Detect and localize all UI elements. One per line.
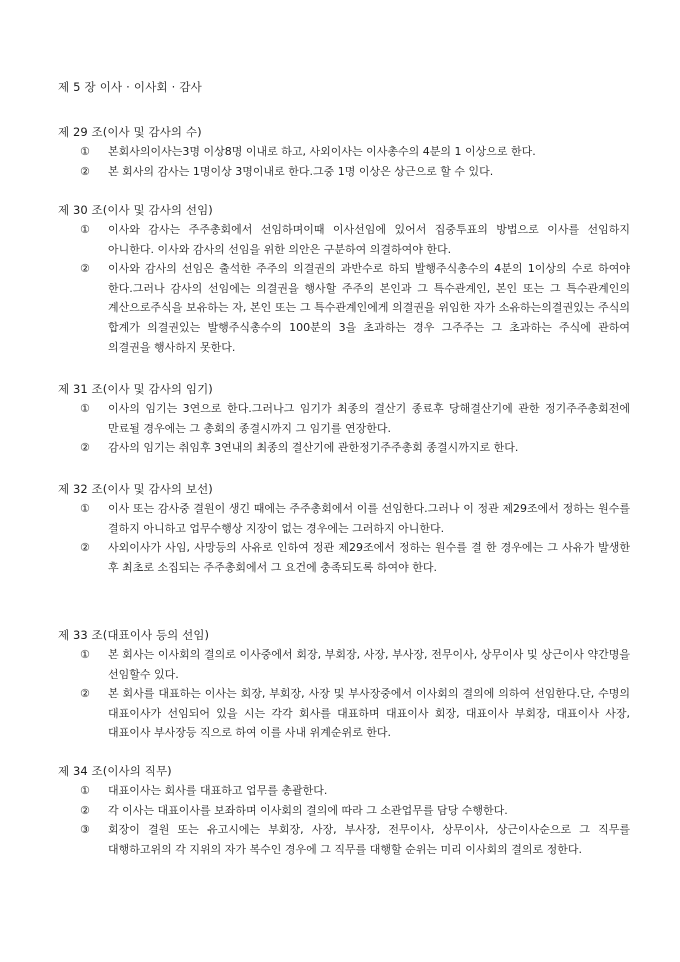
clause [58, 499, 630, 538]
clause [58, 820, 630, 859]
clause [58, 684, 630, 743]
clause-text: 본 회사를 대표하는 이사는 회장, 부회장, 사장 및 부사장중에서 이사회의 결의에 의하여 선임한다.단, 수명의 대표이사가 선임되어 있을 시는 각각 회사를 대표하며 대표이사 회장, 대표이사 부회장, 대표이사 사장, 대표이사 부사장등 직으로 하여 이를 사내 위계순위로 한다. [108, 687, 630, 740]
clause-text: 사외이사가 사임, 사망등의 사유로 인하여 정관 제29조에서 정하는 원수를 결 한 경우에는 그 사유가 발생한 후 최초로 소집되는 주주총회에서 그 요건에 충족되도록 하여야 한다. [108, 541, 630, 574]
clause-number: ② [80, 164, 90, 178]
article-31 [58, 379, 630, 458]
article-32 [58, 479, 630, 577]
chapter-title: 제 5 장 이사 · 이사회 · 감사 [58, 80, 202, 94]
clause-number: ② [80, 803, 90, 817]
clause [58, 142, 630, 162]
clause [58, 438, 630, 458]
article-heading: 제 34 조(이사의 직무) [58, 764, 172, 778]
clause-number: ① [80, 648, 90, 661]
clause-number: ① [80, 145, 90, 158]
article-heading: 제 32 조(이사 및 감사의 보선) [58, 482, 213, 496]
clause [58, 220, 630, 259]
clause-number: ① [80, 784, 90, 797]
clause-text: 각 이사는 대표이사를 보좌하며 이사회의 결의에 따라 그 소관업무를 담당 수행한다. [108, 803, 508, 817]
clause-text: 이사와 감사의 선임은 출석한 주주의 의결권의 과반수로 하되 발행주식총수의 4분의 1이상의 수로 하여야 한다.그러나 감사의 선임에는 의결권을 행사할 주주의 본인과 그 특수관계인, 본인 또는 그 특수관계인의 계산으로주식을 보유하는 자, 본인 또는 그 특수관계인에게 의결권을 위임한 자가 소유하는의결권있는 주식의 합계가 의결권있는 발행주식총수의 100분의 3을 초과하는 경우 그주주는 그 초과하는 주식에 관하여 의결권을 행사하지 못한다. [108, 262, 630, 354]
clause-text: 대표이사는 회사를 대표하고 업무를 총괄한다. [108, 784, 328, 797]
clause-number: ① [80, 402, 90, 415]
clause [58, 538, 630, 577]
clause-number: ① [80, 223, 90, 236]
clause-number: ② [80, 687, 90, 701]
clause-number: ② [80, 441, 90, 455]
clause-text: 이사의 임기는 3연으로 한다.그러나그 임기가 최종의 결산기 종료후 당해결산기에 관한 정기주주총회전에 만료될 경우에는 그 총회의 종결시까지 그 임기를 연장한다. [108, 402, 630, 435]
clause [58, 259, 630, 357]
clause-number: ② [80, 541, 90, 555]
clause-text: 감사의 임기는 취임후 3연내의 최종의 결산기에 관한정기주주총회 종결시까지로 한다. [108, 441, 519, 455]
clause [58, 781, 630, 801]
article-34 [58, 761, 630, 859]
article-heading: 제 29 조(이사 및 감사의 수) [58, 125, 202, 139]
article-30 [58, 200, 630, 357]
clause [58, 162, 630, 182]
clause [58, 399, 630, 438]
clause-text: 이사와 감사는 주주총회에서 선임하며이때 이사선임에 있어서 집중투표의 방법으로 이사를 선임하지 아니한다. 이사와 감사의 선임을 위한 의안은 구분하여 의결하여야 한다. [108, 223, 630, 256]
article-heading: 제 31 조(이사 및 감사의 임기) [58, 382, 213, 396]
clause-text: 본 회사는 이사회의 결의로 이사중에서 회장, 부회장, 사장, 부사장, 전무이사, 상무이사 및 상근이사 약간명을 선임할수 있다. [108, 648, 630, 681]
article-33 [58, 625, 630, 743]
clause-number: ① [80, 502, 90, 515]
article-29 [58, 122, 630, 181]
clause-text: 본회사의이사는3명 이상8명 이내로 하고, 사외이사는 이사총수의 4분의 1 이상으로 한다. [108, 145, 536, 158]
clause [58, 645, 630, 684]
article-heading: 제 30 조(이사 및 감사의 선임) [58, 203, 213, 217]
article-heading: 제 33 조(대표이사 등의 선임) [58, 628, 210, 642]
clause-text: 본 회사의 감사는 1명이상 3명이내로 한다.그중 1명 이상은 상근으로 할 수 있다. [108, 164, 494, 178]
clause-text: 회장이 결원 또는 유고시에는 부회장, 사장, 부사장, 전무이사, 상무이사, 상근이사순으로 그 직무를 대행하고위의 각 지위의 자가 복수인 경우에 그 직무를 대행할 순위는 미리 이사회의 결의로 정한다. [108, 823, 630, 856]
clause-number: ② [80, 262, 90, 276]
clause [58, 801, 630, 821]
clause-number: ③ [80, 823, 90, 837]
clause-text: 이사 또는 감사중 결원이 생긴 때에는 주주총회에서 이를 선임한다.그러나 이 정관 제29조에서 정하는 원수를 결하지 아니하고 업무수행상 지장이 없는 경우에는 그러하지 아니한다. [108, 502, 630, 535]
